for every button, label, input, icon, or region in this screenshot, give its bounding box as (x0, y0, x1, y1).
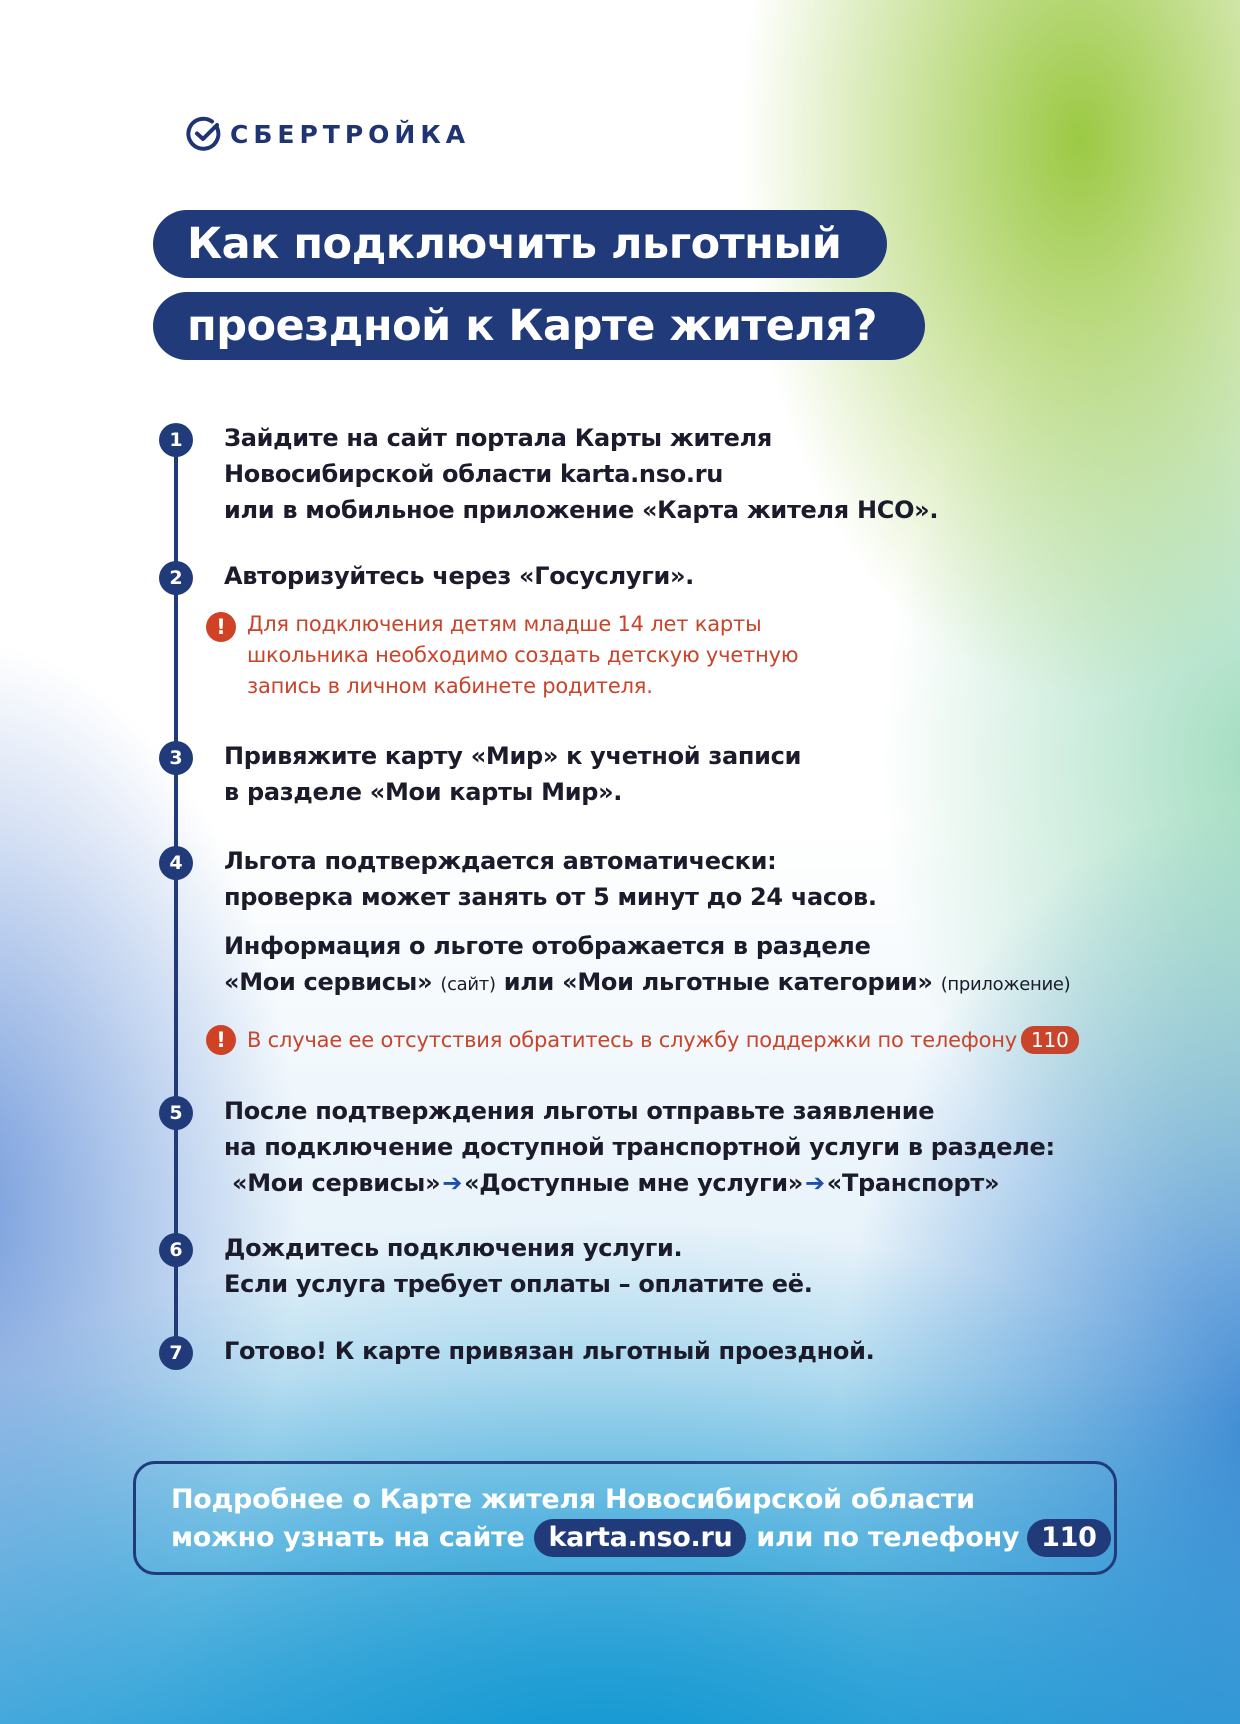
logo-text: СБЕРТРОЙКА (230, 119, 471, 149)
step-1-text (224, 420, 938, 528)
step-5-line-1: После подтверждения льготы отправьте заявление (224, 1097, 935, 1125)
arrow-right-icon: ➔ (442, 1169, 463, 1197)
footer-site-link[interactable]: karta.nso.ru (534, 1519, 746, 1557)
warning-children-line-2: школьника необходимо создать детскую учетную (247, 643, 799, 667)
warning-children-line-1: Для подключения детям младше 14 лет карты (247, 612, 762, 636)
path-item-2: «Доступные мне услуги» (464, 1169, 803, 1197)
step-7-text (224, 1333, 874, 1369)
sbertroika-logo (186, 116, 470, 152)
step-number-7: 7 (159, 1336, 193, 1370)
step-number-6: 6 (159, 1233, 193, 1267)
support-phone-badge: 110 (1021, 1026, 1079, 1054)
step-3-line-2: в разделе «Мои карты Мир». (224, 778, 623, 806)
step-2-line-1: Авторизуйтесь через «Госуслуги». (224, 562, 695, 590)
path-item-3: «Транспорт» (826, 1169, 1000, 1197)
arrow-right-icon: ➔ (804, 1169, 825, 1197)
step-1-line-2: Новосибирской области karta.nso.ru (224, 460, 724, 488)
warning-icon: ! (206, 1025, 236, 1055)
step-1-line-1: Зайдите на сайт портала Карты жителя (224, 424, 772, 452)
check-circle-icon (186, 116, 222, 152)
footer-line-2 (171, 1519, 1111, 1557)
warning-support (247, 1025, 1079, 1056)
warning-children (247, 609, 798, 702)
step-4-info-line-1: Информация о льготе отображается в разделе (224, 932, 871, 960)
step-number-2: 2 (159, 561, 193, 595)
step-number-4: 4 (159, 846, 193, 880)
step-1-line-3: или в мобильное приложение «Карта жителя НСО». (224, 496, 939, 524)
page-title-line-1: Как подключить льготный (153, 210, 887, 278)
step-4-app-note: (приложение) (940, 974, 1071, 995)
footer-line-2-middle: или по телефону (756, 1522, 1020, 1553)
step-number-3: 3 (159, 741, 193, 775)
step-4-app-section: «Мои льготные категории» (562, 968, 933, 996)
step-5-line-2: на подключение доступной транспортной услуги в разделе: (224, 1133, 1055, 1161)
step-4-info (224, 928, 1070, 1003)
step-4-site-note: (сайт) (440, 974, 496, 995)
step-4-site-section: «Мои сервисы» (224, 968, 433, 996)
step-5-text (224, 1093, 1055, 1201)
step-6-text (224, 1230, 813, 1302)
footer-line-1: Подробнее о Карте жителя Новосибирской области (171, 1484, 975, 1515)
step-7-line-1: Готово! К карте привязан льготный проездной. (224, 1337, 875, 1365)
warning-icon: ! (206, 612, 236, 642)
page-title-line-2: проездной к Карте жителя? (153, 292, 925, 360)
step-number-1: 1 (159, 423, 193, 457)
warning-support-text: В случае ее отсутствия обратитесь в службу поддержки по телефону (247, 1028, 1018, 1052)
footer-phone-badge: 110 (1027, 1519, 1110, 1557)
step-5-path (224, 1165, 1055, 1201)
step-4-connector: или (503, 968, 555, 996)
step-4-text (224, 843, 877, 915)
step-4-line-2: проверка может занять от 5 минут до 24 часов. (224, 883, 877, 911)
step-6-line-2: Если услуга требует оплаты – оплатите её. (224, 1270, 813, 1298)
step-number-5: 5 (159, 1096, 193, 1130)
step-3-text (224, 738, 801, 810)
path-item-1: «Мои сервисы» (232, 1169, 441, 1197)
step-3-line-1: Привяжите карту «Мир» к учетной записи (224, 742, 802, 770)
step-4-line-1: Льгота подтверждается автоматически: (224, 847, 777, 875)
step-6-line-1: Дождитесь подключения услуги. (224, 1234, 683, 1262)
step-2-text (224, 558, 694, 594)
warning-children-line-3: запись в личном кабинете родителя. (247, 674, 653, 698)
step-4-info-line-2 (224, 964, 1070, 1003)
footer-text (171, 1481, 1111, 1557)
footer-line-2-prefix: можно узнать на сайте (171, 1522, 525, 1553)
